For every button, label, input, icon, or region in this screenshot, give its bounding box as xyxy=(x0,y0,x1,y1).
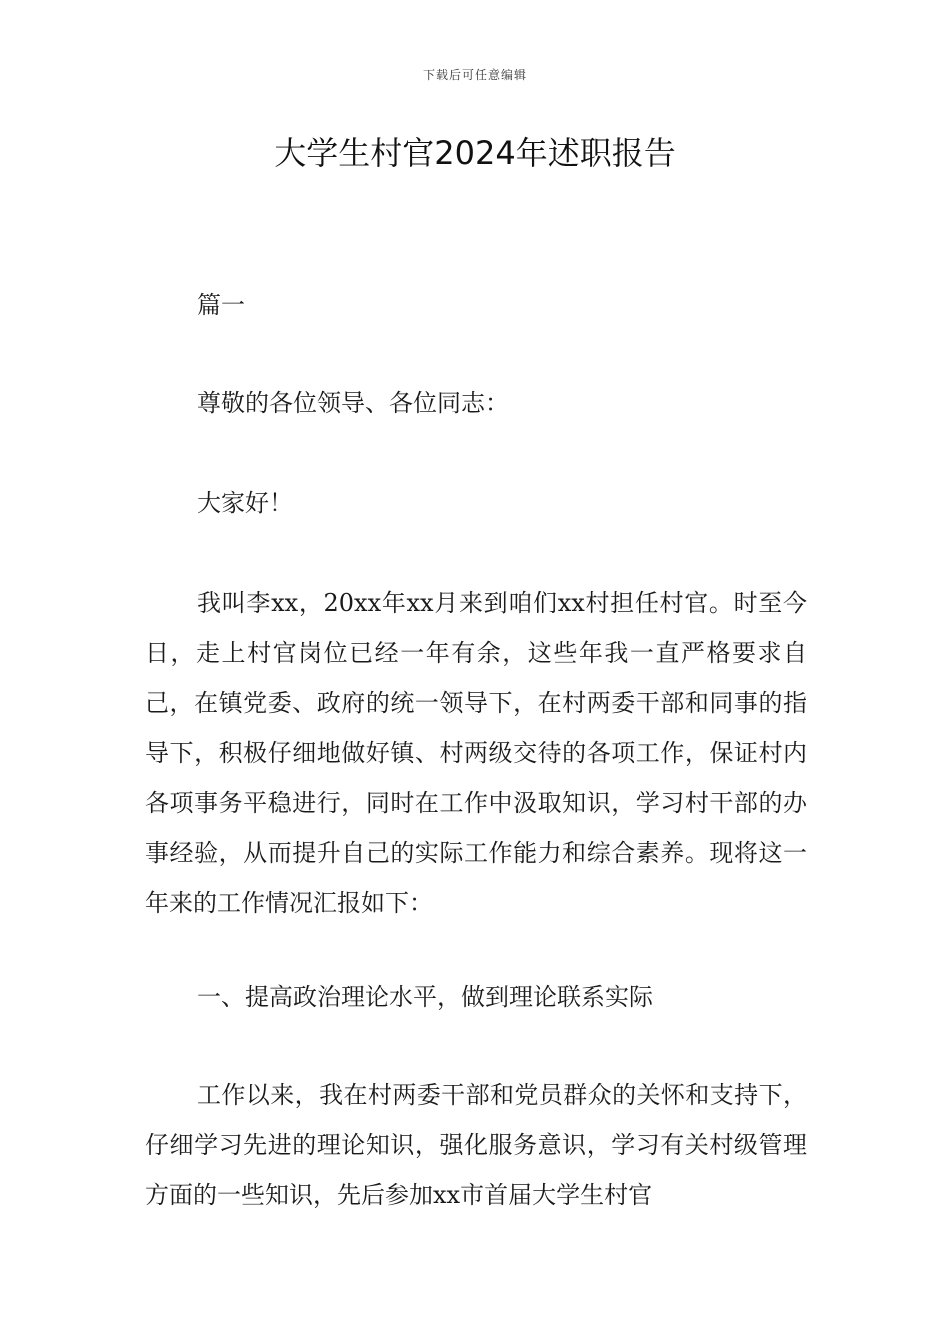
header-note: 下载后可任意编辑 xyxy=(422,68,527,82)
document-title: 大学生村官2024年述职报告 xyxy=(274,134,676,172)
work-paragraph: 工作以来，我在村两委干部和党员群众的关怀和支持下，仔细学习先进的理论知识，强化服务意识，学习有关村级管理方面的一些知识，先后参加xx市首届大学生村官 xyxy=(145,1081,807,1209)
section-label: 篇一 xyxy=(197,291,245,319)
salutation: 尊敬的各位领导、各位同志： xyxy=(197,389,509,417)
intro-paragraph: 我叫李xx，20xx年xx月来到咱们xx村担任村官。时至今日，走上村官岗位已经一年有余，这些年我一直严格要求自己，在镇党委、政府的统一领导下，在村两委干部和同事的指导下，积极仔细地做好镇、村两级交待的各项工作，保证村内各项事务平稳进行，同时在工作中汲取知识，学习村干部的办事经验，从而提升自己的实际工作能力和综合素养。现将这一年来的工作情况汇报如下： xyxy=(145,589,807,917)
section-heading: 一、提高政治理论水平，做到理论联系实际 xyxy=(197,983,653,1011)
greeting: 大家好！ xyxy=(197,489,293,517)
